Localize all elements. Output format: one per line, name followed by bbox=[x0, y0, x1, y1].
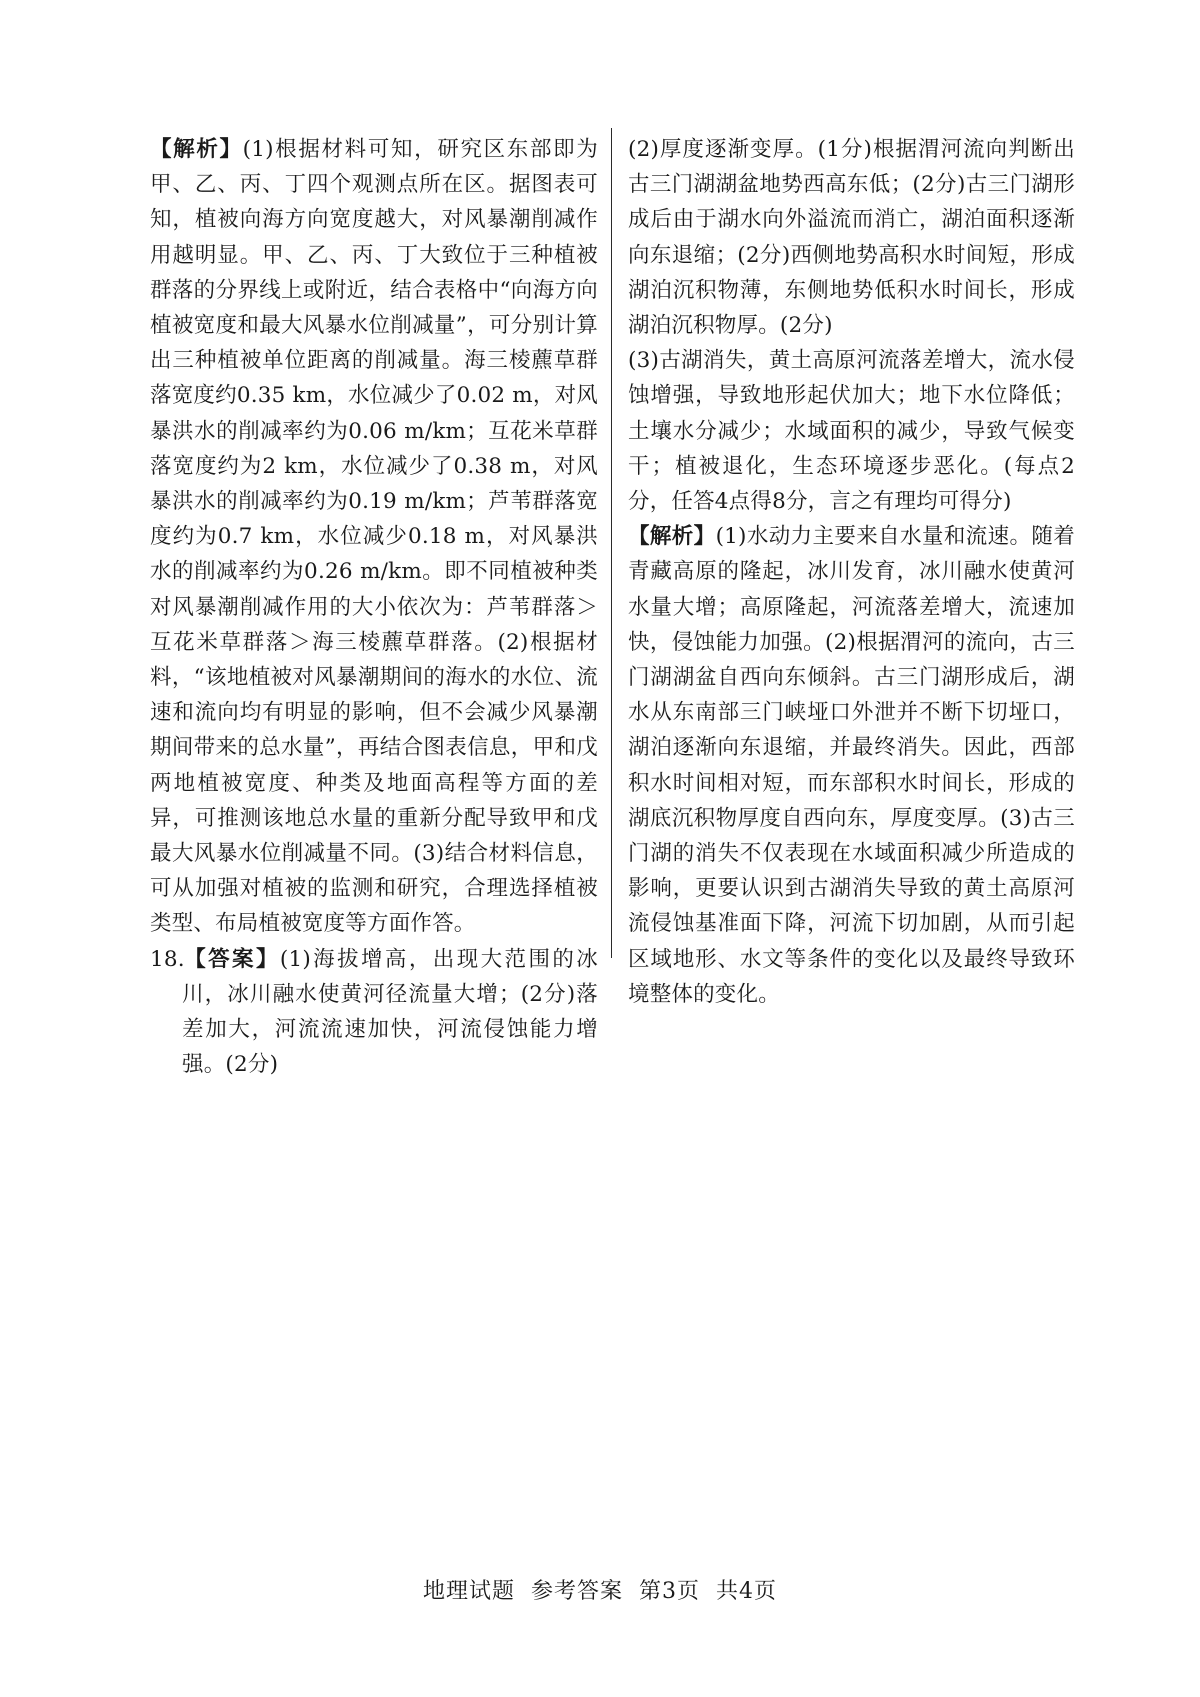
answer-text: (1)海拔增高，出现大范围的冰川，冰川融水使黄河径流量大增；(2分)落差加大，河流流速加快，河流侵蚀能力增强。(2分) bbox=[182, 946, 598, 1078]
answer-part3-paragraph bbox=[628, 343, 1075, 519]
footer-page: 第3页 bbox=[639, 1579, 701, 1604]
right-column bbox=[628, 132, 1075, 1012]
page-footer bbox=[0, 1574, 1200, 1605]
footer-total: 共4页 bbox=[716, 1579, 778, 1604]
analysis-text: (1)水动力主要来自水量和流速。随着青藏高原的隆起，冰川发育，冰川融水使黄河水量大增；高原隆起，河流落差增大，流速加快，侵蚀能力加强。(2)根据渭河的流向，古三门湖湖盆自西向东倾斜。古三门湖形成后，湖水从东南部三门峡垭口外泄并不断下切垭口，湖泊逐渐向东退缩，并最终消失。因此，西部积水时间相对短，而东部积水时间长，形成的湖底沉积物厚度自西向东，厚度变厚。(3)古三门湖的消失不仅表现在水域面积减少所造成的影响，更要认识到古湖消失导致的黄土高原河流侵蚀基准面下降，河流下切加剧，从而引起区域地形、水文等条件的变化以及最终导致环境整体的变化。 bbox=[628, 524, 1075, 1007]
question-number: 18. bbox=[150, 946, 185, 972]
analysis-paragraph-q18 bbox=[628, 519, 1075, 1012]
analysis-text: (1)根据材料可知，研究区东部即为甲、乙、丙、丁四个观测点所在区。据图表可知，植被向海方向宽度越大，对风暴潮削减作用越明显。甲、乙、丙、丁大致位于三种植被群落的分界线上或附近，结合表格中“向海方向植被宽度和最大风暴水位削减量”，可分别计算出三种植被单位距离的削减量。海三棱藨草群落宽度约0.35 km，水位减少了0.02 m，对风暴洪水的削减率约为0.06 m/km；互花米草群落宽度约为2 km，水位减少了0.38 m，对风暴洪水的削减率约为0.19 m/km；芦苇群落宽度约为0.7 km，水位减少0.18 m，对风暴洪水的削减率约为0.26 m/km。即不同植被种类对风暴潮削减作用的大小依次为：芦苇群落＞互花米草群落＞海三棱藨草群落。(2)根据材料，“该地植被对风暴潮期间的海水的水位、流速和流向均有明显的影响，但不会减少风暴潮期间带来的总水量”，再结合图表信息，甲和戊两地植被宽度、种类及地面高程等方面的差异，可推测该地总水量的重新分配导致甲和戊最大风暴水位削减量不同。(3)结合材料信息，可从加强对植被的监测和研究，合理选择植被类型、布局植被宽度等方面作答。 bbox=[150, 137, 598, 937]
answer-tag: 【答案】 bbox=[182, 946, 280, 972]
analysis-tag: 【解析】 bbox=[628, 524, 716, 550]
answer-part2-paragraph bbox=[628, 132, 1075, 343]
footer-type: 参考答案 bbox=[531, 1579, 624, 1604]
column-divider bbox=[611, 128, 612, 958]
answer-part3-text: (3)古湖消失，黄土高原河流落差增大，流水侵蚀增强，导致地形起伏加大；地下水位降低；土壤水分减少；水域面积的减少，导致气候变干；植被退化，生态环境逐步恶化。(每点2分，任答4点得8分，言之有理均可得分) bbox=[628, 348, 1075, 515]
answer-paragraph-q18 bbox=[150, 942, 598, 1083]
analysis-paragraph-q17 bbox=[150, 132, 598, 942]
left-column bbox=[150, 132, 598, 1082]
footer-subject: 地理试题 bbox=[422, 1579, 515, 1604]
answer-part2-text: (2)厚度逐渐变厚。(1分)根据渭河流向判断出古三门湖湖盆地势西高东低；(2分)古三门湖形成后由于湖水向外溢流而消亡，湖泊面积逐渐向东退缩；(2分)西侧地势高积水时间短，形成湖泊沉积物薄，东侧地势低积水时间长，形成湖泊沉积物厚。(2分) bbox=[628, 137, 1075, 339]
analysis-tag: 【解析】 bbox=[150, 137, 243, 162]
